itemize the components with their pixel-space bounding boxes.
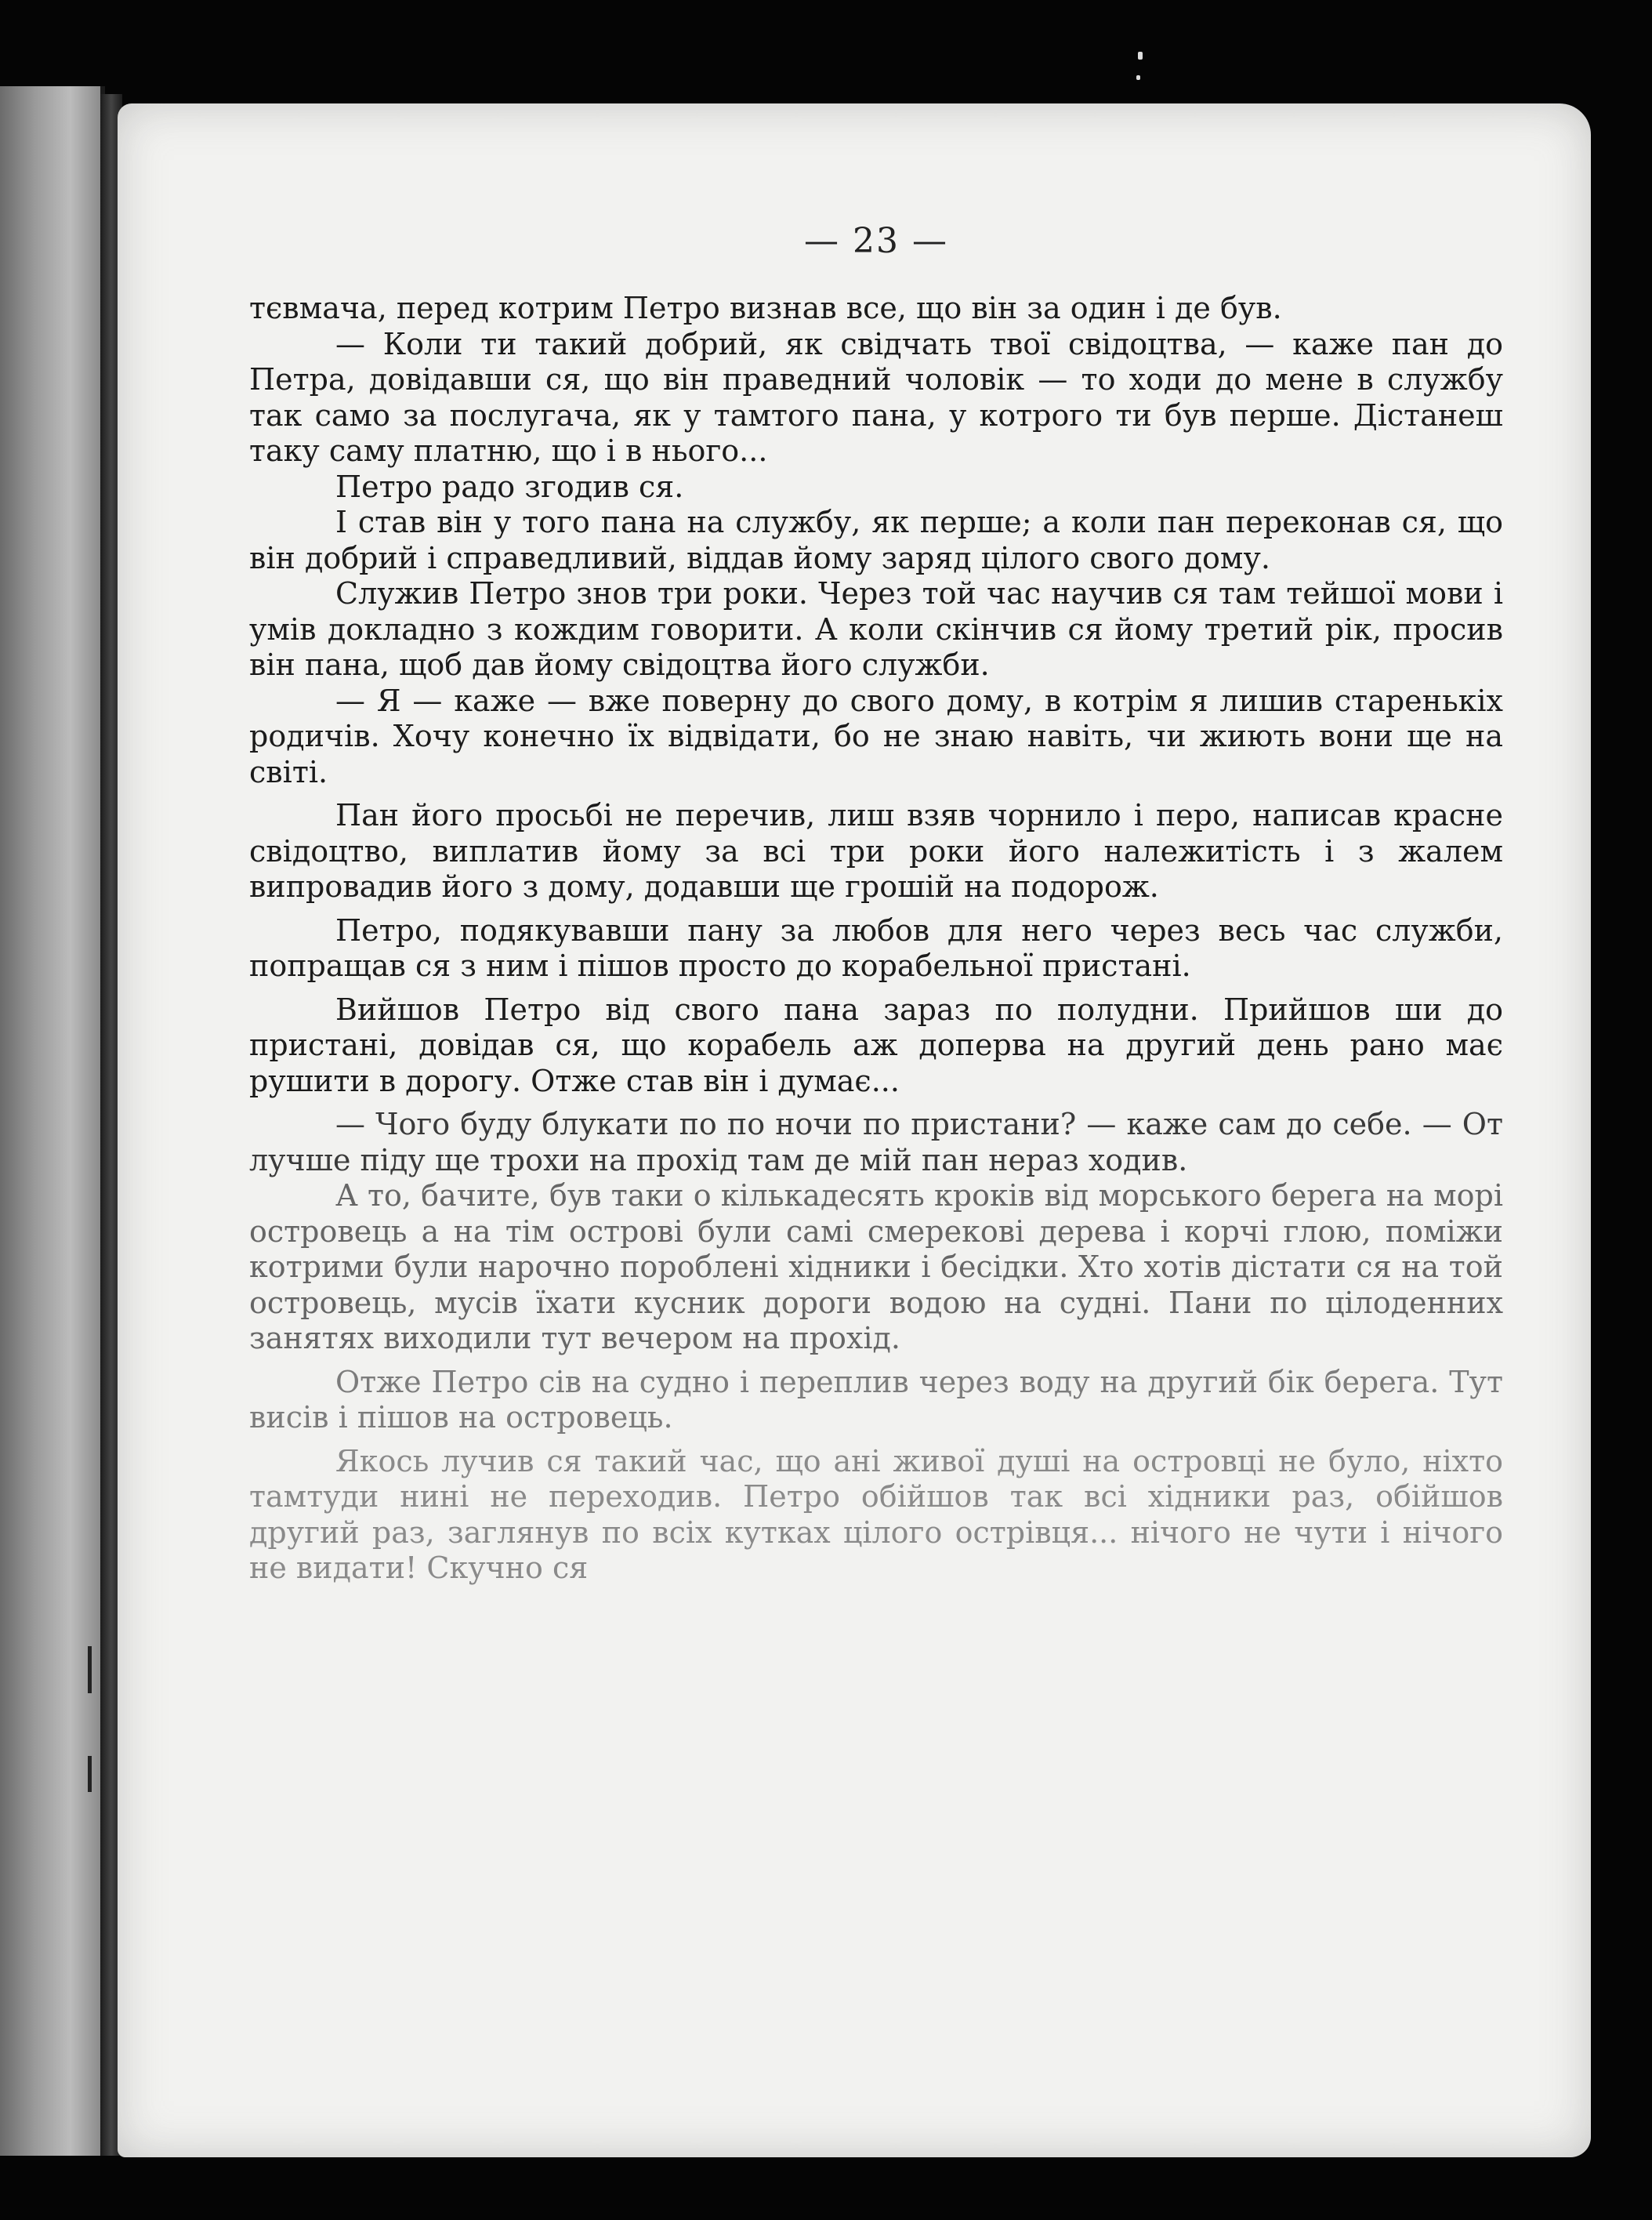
- paragraph: — Коли ти такий добрий, як свідчать твої свідоцтва, — каже пан до Петра, довідавши ся, що він праведний чоловік — то ходи до мене в службу так само за послугача, як у тамтого пана, у котрого ти був перше. Дістанеш таку саму платню, що і в нього...: [249, 326, 1503, 468]
- edge-mark: [88, 1646, 92, 1693]
- scan-speck: [1138, 52, 1143, 60]
- scan-speck: [1136, 75, 1140, 80]
- paragraph: Служив Петро знов три роки. Через той час научив ся там тейшої мови і умів докладно з кождим говорити. А коли скінчив ся йому третий рік, просив він пана, щоб дав йому свідоцтва його служби.: [249, 576, 1503, 682]
- paragraph: Отже Петро сів на судно і переплив через воду на другий бік берега. Тут висів і пішов на островець.: [249, 1364, 1503, 1435]
- paragraph: Пан його просьбі не перечив, лиш взяв чорнило і перо, написав красне свідоцтво, виплатив йому за всі три роки його належитість і з жалем випровадив його з дому, додавши ще грошій на подорож.: [249, 798, 1503, 904]
- paragraph: — Я — каже — вже поверну до свого дому, в котрім я лишив старенькіх родичів. Хочу конечно їх відвідати, бо не знаю навіть, чи жиють вони ще на світі.: [249, 683, 1503, 789]
- paragraph: А то, бачите, був таки о кількадесять кроків від морського берега на морі островець а на тім острові були самі смерекові дерева і корчі глою, поміжи котрими були нарочно пороблені хідники і бесідки. Хто хотів дістати ся на той островець, мусів їхати кусник дороги водою на судні. Пани по цілоденних занятях виходили тут вечером на прохід.: [249, 1178, 1503, 1355]
- book-page: [118, 103, 1591, 2157]
- paragraph: Петро радо згодив ся.: [335, 469, 684, 504]
- paragraph: тєвмача, перед котрим Петро визнав все, що він за один і де був.: [249, 291, 1282, 325]
- paragraph: Петро, подякувавши пану за любов для него через весь час служби, попращав ся з ним і пішов просто до корабельної пристані.: [249, 912, 1503, 983]
- page-number: — 23 —: [804, 221, 948, 261]
- page-content: [249, 221, 1503, 1587]
- previous-page-edge: [0, 86, 105, 2156]
- paragraph: Вийшов Петро від свого пана зараз по полудни. Прийшов ши до пристані, довідав ся, що корабель аж доперва на другий день рано має рушити в дорогу. Отже став він і думає...: [249, 992, 1503, 1098]
- paragraph: І став він у того пана на службу, як перше; а коли пан переконав ся, що він добрий і справедливий, віддав йому заряд цілого свого дому.: [249, 505, 1503, 575]
- edge-mark: [88, 1756, 92, 1792]
- paragraph: — Чого буду блукати по по ночи по пристани? — каже сам до себе. — От лучше піду ще трохи на прохід там де мій пан нераз ходив.: [249, 1107, 1503, 1177]
- paragraph: Якось лучив ся такий час, що ані живої душі на островці не було, ніхто тамтуди нині не переходив. Петро обійшов так всі хідники раз, обійшов другий раз, заглянув по всіх кутках цілого острівця... нічого не чути і нічого не видати! Скучно ся: [249, 1443, 1503, 1585]
- text-block: [249, 291, 1503, 1587]
